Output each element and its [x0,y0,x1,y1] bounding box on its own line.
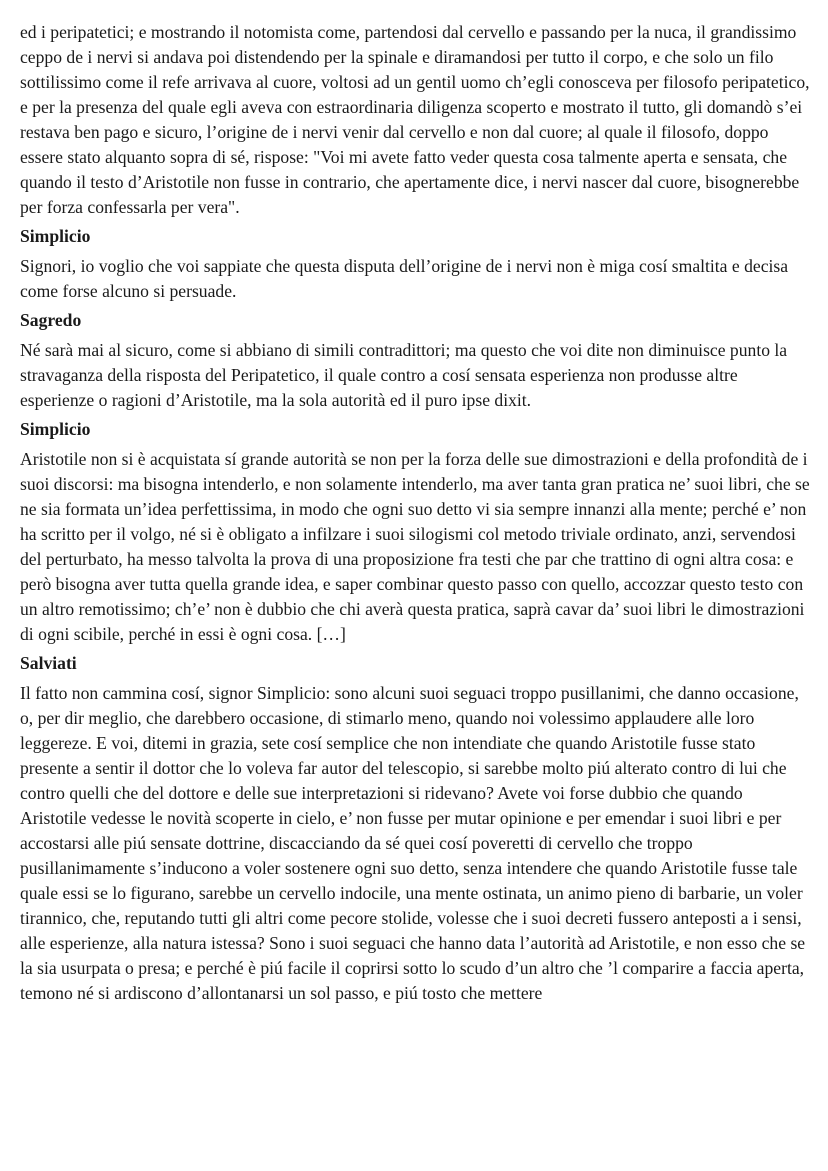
dialogue-paragraph: Signori, io voglio che voi sappiate che questa disputa dell’origine de i nervi non è miga cosí smaltita e decisa come forse alcuno si persuade. [20,256,789,301]
dialogue-paragraph: Il fatto non cammina cosí, signor Simplicio: sono alcuni suoi seguaci troppo pusillanimi, che danno occasione, o, per dir meglio, che darebbero occasione, di stimarlo meno, quando noi volessimo applaudere alle loro leggereze. E voi, ditemi in grazia, sete cosí semplice che non intendiate che quando Aristotile fusse stato presente a sentir il dottor che lo voleva far autor del telescopio, si sarebbe molto piú alterato contro di lui che contro quelli che del dottore e delle sue interpretazioni si ridevano? Avete voi forse dubbio che quando Aristotile vedesse le novità scoperte in cielo, e’ non fusse per mutar opinione e per emendar i suoi libri e per accostarsi alle piú sensate dottrine, discacciando da sé quei cosí poveretti di cervello che troppo pusillanimamente s’inducono a voler sostenere ogni suo detto, senza intendere che quando Aristotile fusse tale quale essi se lo figurano, sarebbe un cervello indocile, una mente ostinata, un animo pieno di barbarie, un voler tirannico, che, reputando tutti gli altri come pecore stolide, volesse che i suoi decreti fussero anteposti a i sensi, alle esperienze, alla natura istessa? Sono i suoi seguaci che hanno data l’autorità ad Aristotile, e non esso che se la sia usurpata o presa; e perché è piú facile il coprirsi sotto lo scudo d’un altro che ’l comparire a faccia aperta, temono né si ardiscono d’allontanarsi un sol passo, e piú tosto che mettere [20,683,806,1003]
dialogue-paragraph: ed i peripatetici; e mostrando il notomista come, partendosi dal cervello e passando per la nuca, il grandissimo ceppo de i nervi si andava poi distendendo per la spinale e diramandosi per tutto il corpo, e che solo un filo sottilissimo come il refe arrivava al cuore, voltosi ad un gentil uomo ch’egli conosceva per filosofo peripatetico, e per la presenza del quale egli aveva con estraordinaria diligenza scoperto e mostrato il tutto, gli domandò s’ei restava ben pago e sicuro, l’origine de i nervi venir dal cervello e non dal cuore; al quale il filosofo, doppo essere stato alquanto sopra di sé, rispose: "Voi mi avete fatto veder questa cosa talmente aperta e sensata, che quando il testo d’Aristotile non fusse in contrario, che apertamente dice, i nervi nascer dal cuore, bisognerebbe per forza confessarla per vera". [20,22,810,217]
speaker-name-sagredo: Sagredo [20,310,82,330]
speaker-name-simplicio: Simplicio [20,419,91,439]
speaker-name-simplicio: Simplicio [20,226,91,246]
speaker-name-salviati: Salviati [20,653,77,673]
dialogue-paragraph: Aristotile non si è acquistata sí grande autorità se non per la forza delle sue dimostrazioni e della profondità de i suoi discorsi: ma bisogna intenderlo, e non solamente intenderlo, ma aver tanta gran pratica ne’ suoi libri, che se ne sia formata un’idea perfettissima, in modo che ogni suo detto vi sia sempre innanzi alla mente; perché e’ non ha scritto per il volgo, né si è obligato a infilzare i suoi silogismi col metodo triviale ordinato, anzi, servendosi del perturbato, ha messo talvolta la prova di una proposizione fra testi che par che trattino di ogni altra cosa: e però bisogna aver tutta quella grande idea, e saper combinar questo passo con quello, accozzar questo testo con un altro remotissimo; ch’e’ non è dubbio che chi averà questa pratica, saprà cavar da’ suoi libri le dimostrazioni di ogni scibile, perché in essi è ogni cosa. […] [20,449,810,644]
dialogue-paragraph: Né sarà mai al sicuro, come si abbiano di simili contradittori; ma questo che voi dite non diminuisce punto la stravaganza della risposta del Peripatetico, il quale contro a cosí sensata esperienza non produsse altre esperienze o ragioni d’Aristotile, ma la sola autorità ed il puro ipse dixit. [20,340,788,410]
document-page [20,20,812,1008]
